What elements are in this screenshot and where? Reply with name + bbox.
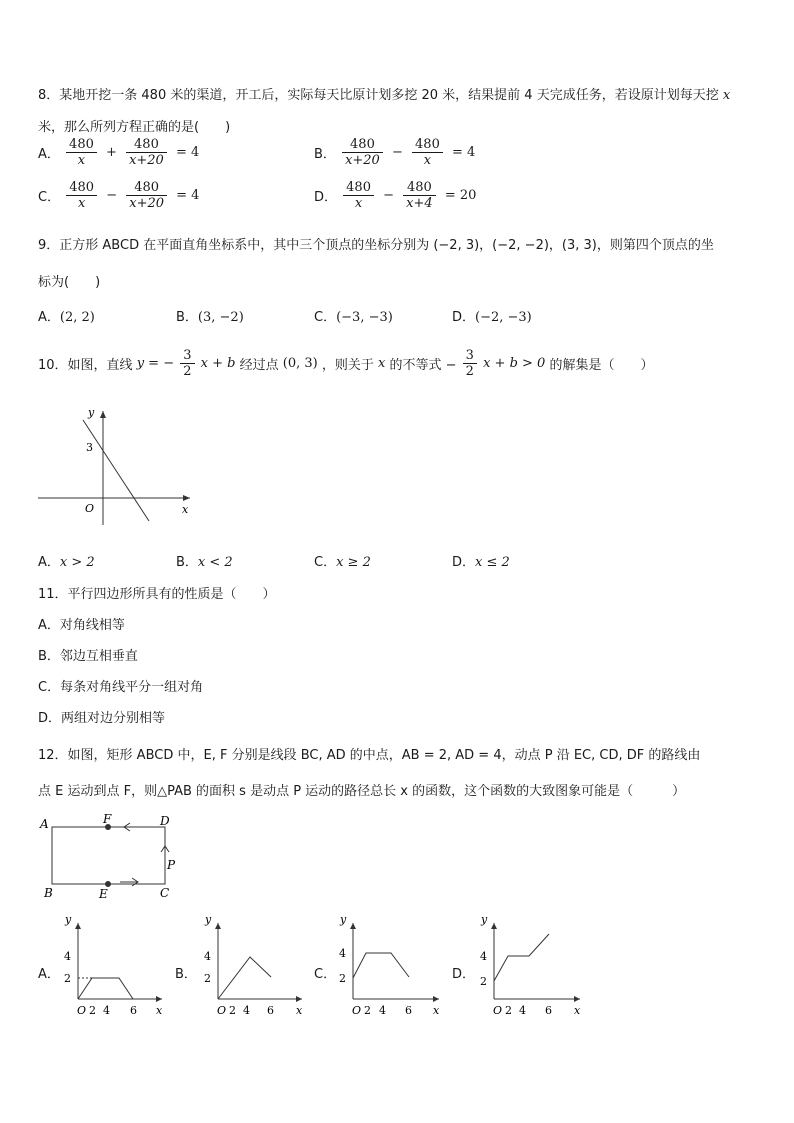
- svg-text:O: O: [77, 1004, 87, 1017]
- y-tick-label: 3: [86, 441, 93, 454]
- q11-stem: 11．平行四边形所具有的性质是（ ）: [38, 587, 276, 602]
- q11-option-c[interactable]: C．每条对角线平分一组对角: [38, 680, 204, 695]
- q12-option-c-label[interactable]: C．: [314, 967, 337, 982]
- q9-option-d[interactable]: D．(−2, −3): [452, 310, 532, 325]
- svg-text:6: 6: [267, 1004, 274, 1017]
- frac: $\frac{480}{x+20}$: [126, 180, 167, 211]
- function-curve: [494, 934, 549, 981]
- origin-label: O: [85, 502, 95, 515]
- svg-text:4: 4: [379, 1004, 386, 1017]
- q10-option-a[interactable]: A．x > 2: [38, 555, 95, 570]
- q10-graph: [30, 405, 200, 530]
- q12-graph-d[interactable]: [474, 915, 586, 1020]
- q11-option-d[interactable]: D．两组对边分别相等: [38, 711, 166, 726]
- svg-text:y: y: [65, 915, 72, 926]
- q8-stem-line1: 8．某地开挖一条 480 米的渠道，开工后，实际每天比原计划多挖 20 米，结果提前 4 天完成任务，若设原计划每天挖 x: [38, 88, 731, 103]
- svg-text:2: 2: [364, 1004, 371, 1017]
- x-label: x: [182, 503, 189, 516]
- label-a: A: [40, 817, 49, 831]
- svg-text:y: y: [481, 915, 488, 926]
- svg-text:2: 2: [505, 1004, 512, 1017]
- q10-stem: 10．如图，直线 y = − $\frac{3}{2}$ x + b 经过点 (0, 3) ，则关于 x 的不等式 − $\frac{3}{2}$ x + b > 0 的解集是（ ）: [38, 348, 654, 379]
- svg-text:4: 4: [103, 1004, 110, 1017]
- frac: $\frac{480}{x+4}$: [403, 180, 436, 211]
- svg-text:2: 2: [204, 972, 211, 985]
- q9-option-a[interactable]: A．(2, 2): [38, 310, 95, 325]
- q8-option-c[interactable]: C． $\frac{480}{x}$ − $\frac{480}{x+20}$ = 4: [38, 180, 200, 211]
- q12-graph-b[interactable]: [198, 915, 308, 1020]
- q8-option-d[interactable]: D． $\frac{480}{x}$ − $\frac{480}{x+4}$ = 20: [314, 180, 477, 211]
- q9-stem-line2: 标为( ): [38, 275, 101, 290]
- frac: $\frac{480}{x}$: [343, 180, 374, 211]
- q9-stem-line1: 9．正方形 ABCD 在平面直角坐标系中，其中三个顶点的坐标分别为 (−2, 3)，(−2, −2)，(3, 3)，则第四个顶点的坐: [38, 238, 714, 253]
- svg-text:x: x: [433, 1004, 440, 1017]
- frac: $\frac{480}{x}$: [412, 137, 443, 168]
- svg-text:2: 2: [89, 1004, 96, 1017]
- svg-text:4: 4: [519, 1004, 526, 1017]
- label-c: C: [160, 886, 170, 900]
- y-axis-arrow: [100, 411, 106, 418]
- y-label: y: [88, 406, 95, 419]
- q9-option-c[interactable]: C．(−3, −3): [314, 310, 393, 325]
- q8-option-a[interactable]: A． $\frac{480}{x}$ + $\frac{480}{x+20}$ = 4: [38, 137, 200, 168]
- label-e: E: [99, 887, 108, 901]
- svg-text:x: x: [296, 1004, 303, 1017]
- svg-text:6: 6: [405, 1004, 412, 1017]
- svg-text:6: 6: [545, 1004, 552, 1017]
- q9-option-b[interactable]: B．(3, −2): [176, 310, 244, 325]
- svg-text:O: O: [493, 1004, 503, 1017]
- q12-option-d-label[interactable]: D．: [452, 967, 476, 982]
- q12-option-a-label[interactable]: A．: [38, 967, 60, 982]
- function-curve: [353, 953, 409, 978]
- q8-stem-line2: 米，那么所列方程正确的是( ): [38, 120, 231, 135]
- svg-text:4: 4: [339, 947, 346, 960]
- frac: $\frac{480}{x}$: [66, 137, 97, 168]
- x-axis-arrow: [183, 495, 190, 501]
- q11-option-a[interactable]: A．对角线相等: [38, 618, 125, 633]
- q8-var: x: [722, 88, 731, 103]
- svg-text:2: 2: [480, 975, 487, 988]
- q10-option-c[interactable]: C．x ≥ 2: [314, 555, 371, 570]
- frac: $\frac{480}{x+20}$: [126, 137, 167, 168]
- function-curve: [78, 978, 133, 999]
- svg-text:6: 6: [130, 1004, 137, 1017]
- svg-text:y: y: [205, 915, 212, 926]
- svg-text:2: 2: [229, 1004, 236, 1017]
- q12-stem-line1: 12．如图，矩形 ABCD 中，E, F 分别是线段 BC, AD 的中点，AB = 2, AD = 4，动点 P 沿 EC, CD, DF 的路线由: [38, 748, 701, 763]
- label-f: F: [103, 812, 112, 826]
- q10-option-d[interactable]: D．x ≤ 2: [452, 555, 510, 570]
- rectangle-abcd: [52, 827, 165, 884]
- q12-option-b-label[interactable]: B．: [175, 967, 197, 982]
- frac: $\frac{480}{x+20}$: [342, 137, 383, 168]
- label-b: B: [44, 886, 53, 900]
- svg-text:2: 2: [64, 972, 71, 985]
- q11-option-b[interactable]: B．邻边互相垂直: [38, 649, 138, 664]
- q10-option-b[interactable]: B．x < 2: [176, 555, 233, 570]
- svg-text:x: x: [574, 1004, 581, 1017]
- svg-text:4: 4: [204, 950, 211, 963]
- svg-text:x: x: [156, 1004, 163, 1017]
- function-curve: [218, 957, 271, 999]
- q12-graph-a[interactable]: [58, 915, 168, 1020]
- svg-text:O: O: [217, 1004, 227, 1017]
- svg-text:2: 2: [339, 972, 346, 985]
- svg-text:y: y: [340, 915, 347, 926]
- label-d: D: [160, 814, 170, 828]
- frac: $\frac{3}{2}$: [180, 348, 194, 379]
- q12-graph-c[interactable]: [333, 915, 445, 1020]
- svg-text:O: O: [352, 1004, 362, 1017]
- svg-text:4: 4: [64, 950, 71, 963]
- q12-rectangle-figure: [36, 812, 186, 902]
- svg-text:4: 4: [243, 1004, 250, 1017]
- svg-text:4: 4: [480, 950, 487, 963]
- frac: $\frac{3}{2}$: [463, 348, 477, 379]
- q8-option-b[interactable]: B． $\frac{480}{x+20}$ − $\frac{480}{x}$ = 4: [314, 137, 476, 168]
- label-p: P: [167, 858, 176, 872]
- q12-stem-line2: 点 E 运动到点 F，则△PAB 的面积 s 是动点 P 运动的路径总长 x 的函数，这个函数的大致图象可能是（ ）: [38, 784, 686, 799]
- frac: $\frac{480}{x}$: [66, 180, 97, 211]
